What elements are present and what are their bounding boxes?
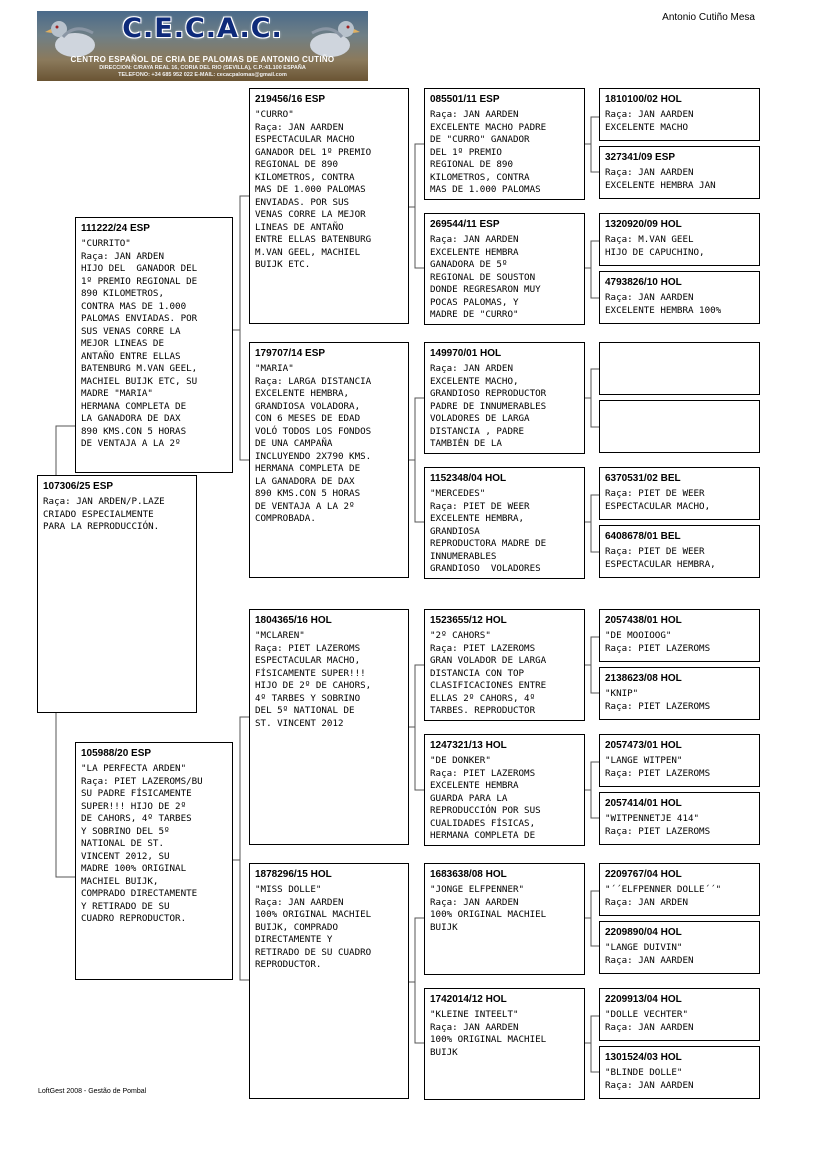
pigeon-description: Raça: JAN AARDEN EXCELENTE MACHO PADRE DE "CURRO" GANADOR DEL 1º PREMIO REGIONAL DE 890 KILOMETROS, CONTRA MAS DE 1.000 PALOMAS (430, 109, 547, 195)
ancestor-card (599, 467, 760, 520)
ring-number: 179707/14 ESP (255, 348, 326, 359)
pigeon-description: "2º CAHORS" Raça: PIET LAZEROMS GRAN VOLADOR DE LARGA DISTANCIA CON TOP CLASIFICACIONES ENTRE ELLAS 2º CAHORS, 4º TARBES. REPRODUCTOR (430, 630, 547, 716)
ring-number: 2209890/04 HOL (605, 927, 682, 938)
ring-number: 219456/16 ESP (255, 94, 326, 105)
pigeon-description: "DE MOOIOOG" Raça: PIET LAZEROMS (605, 630, 711, 654)
footer-software-credit: LoftGest 2008 - Gestão de Pombal (38, 1088, 147, 1095)
pigeon-description: Raça: JAN ARDEN/P.LAZE CRIADO ESPECIALMENTE PARA LA REPRODUCCIÓN. (43, 496, 165, 532)
pigeon-description: "LA PERFECTA ARDEN" Raça: PIET LAZEROMS/BU SU PADRE FÍSICAMENTE SUPER!!! HIJO DE 2º DE CAHORS, 4º TARBES Y SOBRINO DEL 5º NATIONAL DE ST. VINCENT 2012, SU MADRE 100% ORIGINAL MACHIEL BUIJK, COMPRADO DIRECTAMENTE Y RETIRADO DE SU CUADRO REPRODUCTOR. (81, 763, 203, 924)
subject-card (37, 475, 197, 713)
ring-number: 1683638/08 HOL (430, 869, 507, 880)
great-grandparent-card (424, 609, 585, 721)
logo-subtitle: CENTRO ESPAÑOL DE CRIA DE PALOMAS DE ANTONIO CUTIÑO (70, 55, 335, 64)
ancestor-card (599, 1046, 760, 1099)
ring-number: 4793826/10 HOL (605, 277, 682, 288)
logo-contact: TELEFONO: +34 685 952 022 E-MAIL: cecacpalomas@gmail.com (118, 72, 287, 78)
pigeon-description: "BLINDE DOLLE" Raça: JAN AARDEN (605, 1067, 694, 1091)
pigeon-description: "LANGE DUIVIN" Raça: JAN AARDEN (605, 942, 694, 966)
ring-number: 2138623/08 HOL (605, 673, 682, 684)
ancestor-card (599, 609, 760, 662)
logo-address: DIRECCION: C/RAYA REAL 16, CORIA DEL RIO (SEVILLA), C.P.:41.100 ESPAÑA (99, 65, 306, 71)
ring-number: 1804365/16 HOL (255, 615, 332, 626)
great-grandparent-card (424, 342, 585, 454)
ring-number: 1320920/09 HOL (605, 219, 682, 230)
pigeon-description: "CURRO" Raça: JAN AARDEN ESPECTACULAR MACHO GANADOR DEL 1º PREMIO REGIONAL DE 890 KILOMETROS, CONTRA MAS DE 1.000 PALOMAS ENVIADAS. POR SUS VENAS CORRE LA MEJOR LINEAS DE ANTAÑO ENTRE ELLAS BATENBURG M.VAN GEEL, MACHIEL BUIJK ETC. (255, 109, 372, 270)
ring-number: 111222/24 ESP (81, 223, 150, 234)
great-grandparent-card (424, 88, 585, 200)
ancestor-card (599, 213, 760, 266)
ring-number: 6408678/01 BEL (605, 531, 681, 542)
cecac-logo (37, 11, 368, 81)
ring-number: 2057438/01 HOL (605, 615, 682, 626)
great-grandparent-card (424, 734, 585, 846)
ring-number: 105988/20 ESP (81, 748, 152, 759)
pigeon-description: "MARIA" Raça: LARGA DISTANCIA EXCELENTE HEMBRA, GRANDIOSA VOLADORA, CON 6 MESES DE EDAD VOLÓ TODOS LOS FONDOS DE UNA CAMPAÑA INCLUYENDO 2X790 KMS. HERMANA COMPLETA DE LA GANADORA DE DAX 890 KMS.CON 5 HORAS DE VENTAJA A LA 2º COMPROBADA. (255, 363, 372, 524)
great-grandparent-card (424, 213, 585, 325)
sire-card (75, 217, 233, 473)
pigeon-description: "MISS DOLLE" Raça: JAN AARDEN 100% ORIGINAL MACHIEL BUIJK, COMPRADO DIRECTAMENTE Y RETIRADO DE SU CUADRO REPRODUCTOR. (255, 884, 372, 970)
ring-number: 2057414/01 HOL (605, 798, 682, 809)
pigeon-description: Raça: JAN AARDEN EXCELENTE HEMBRA GANADORA DE 5º REGIONAL DE SOUSTON DONDE REGRESARON MUY POCAS PALOMAS, Y MADRE DE "CURRO" (430, 234, 541, 320)
grandparent-card (249, 88, 409, 324)
pigeon-description: Raça: JAN AARDEN EXCELENTE HEMBRA JAN (605, 167, 716, 191)
logo-title: C.E.C.A.C. (122, 13, 283, 44)
pigeon-description: "MCLAREN" Raça: PIET LAZEROMS ESPECTACULAR MACHO, FÍSICAMENTE SUPER!!! HIJO DE 2º DE CAHORS, 4º TARBES Y SOBRINO DEL 5º NATIONAL DE ST. VINCENT 2012 (255, 630, 372, 729)
ancestor-card (599, 146, 760, 199)
ancestor-card (599, 271, 760, 324)
ancestor-card (599, 667, 760, 720)
ancestor-card (599, 988, 760, 1041)
pigeon-description: Raça: PIET DE WEER ESPECTACULAR MACHO, (605, 488, 711, 512)
ring-number: 107306/25 ESP (43, 481, 114, 492)
pigeon-description: Raça: JAN ARDEN EXCELENTE MACHO, GRANDIOSO REPRODUCTOR PADRE DE INNUMERABLES VOLADORES DE LARGA DISTANCIA , PADRE TAMBIÉN DE LA (430, 363, 547, 449)
pigeon-description: "JONGE ELFPENNER" Raça: JAN AARDEN 100% ORIGINAL MACHIEL BUIJK (430, 884, 547, 933)
ring-number: 1301524/03 HOL (605, 1052, 682, 1063)
ancestor-card (599, 88, 760, 141)
ancestor-card-empty (599, 400, 760, 453)
ancestor-card-empty (599, 342, 760, 395)
pigeon-description: Raça: PIET DE WEER ESPECTACULAR HEMBRA, (605, 546, 716, 570)
pigeon-description: "DE DONKER" Raça: PIET LAZEROMS EXCELENTE HEMBRA GUARDA PARA LA REPRODUCCIÓN POR SUS CUALIDADES FÍSICAS, HERMANA COMPLETA DE (430, 755, 541, 841)
ancestor-card (599, 863, 760, 916)
ring-number: 269544/11 ESP (430, 219, 500, 230)
ancestor-card (599, 921, 760, 974)
pigeon-description: Raça: JAN AARDEN EXCELENTE HEMBRA 100% (605, 292, 722, 316)
ring-number: 327341/09 ESP (605, 152, 676, 163)
ring-number: 1742014/12 HOL (430, 994, 507, 1005)
great-grandparent-card (424, 863, 585, 975)
grandparent-card (249, 342, 409, 578)
ring-number: 1523655/12 HOL (430, 615, 507, 626)
pigeon-description: "´´ELFPENNER DOLLE´´" Raça: JAN ARDEN (605, 884, 722, 908)
owner-name: Antonio Cutiño Mesa (662, 12, 755, 23)
pigeon-description: "CURRITO" Raça: JAN ARDEN HIJO DEL GANADOR DEL 1º PREMIO REGIONAL DE 890 KILOMETROS, CONTRA MAS DE 1.000 PALOMAS ENVIADAS. POR SUS VENAS CORRE LA MEJOR LINEAS DE ANTAÑO ENTRE ELLAS BATENBURG M.VAN GEEL, MACHIEL BUIJK ETC, SU MADRE "MARIA" HERMANA COMPLETA DE LA GANADORA DE DAX 890 KMS.CON 5 HORAS DE VENTAJA A LA 2º (81, 238, 198, 449)
ring-number: 6370531/02 BEL (605, 473, 681, 484)
great-grandparent-card (424, 988, 585, 1100)
ring-number: 1152348/04 HOL (430, 473, 507, 484)
pigeon-description: "LANGE WITPEN" Raça: PIET LAZEROMS (605, 755, 711, 779)
ancestor-card (599, 525, 760, 578)
ring-number: 1878296/15 HOL (255, 869, 332, 880)
ring-number: 2209767/04 HOL (605, 869, 682, 880)
ring-number: 2057473/01 HOL (605, 740, 682, 751)
pigeon-description: "WITPENNETJE 414" Raça: PIET LAZEROMS (605, 813, 711, 837)
ring-number: 2209913/04 HOL (605, 994, 682, 1005)
ancestor-card (599, 792, 760, 845)
ring-number: 085501/11 ESP (430, 94, 500, 105)
grandparent-card (249, 863, 409, 1099)
pigeon-description: "KLEINE INTEELT" Raça: JAN AARDEN 100% ORIGINAL MACHIEL BUIJK (430, 1009, 547, 1058)
great-grandparent-card (424, 467, 585, 579)
ring-number: 1247321/13 HOL (430, 740, 507, 751)
pigeon-description: Raça: M.VAN GEEL HIJO DE CAPUCHINO, (605, 234, 705, 258)
pigeon-description: Raça: JAN AARDEN EXCELENTE MACHO (605, 109, 694, 133)
ring-number: 149970/01 HOL (430, 348, 502, 359)
ancestor-card (599, 734, 760, 787)
pigeon-description: "KNIP" Raça: PIET LAZEROMS (605, 688, 711, 712)
ring-number: 1810100/02 HOL (605, 94, 682, 105)
grandparent-card (249, 609, 409, 845)
dam-card (75, 742, 233, 980)
pigeon-description: "MERCEDES" Raça: PIET DE WEER EXCELENTE HEMBRA, GRANDIOSA REPRODUCTORA MADRE DE INNUMERABLES GRANDIOSO VOLADORES (430, 488, 547, 574)
pigeon-description: "DOLLE VECHTER" Raça: JAN AARDEN (605, 1009, 694, 1033)
